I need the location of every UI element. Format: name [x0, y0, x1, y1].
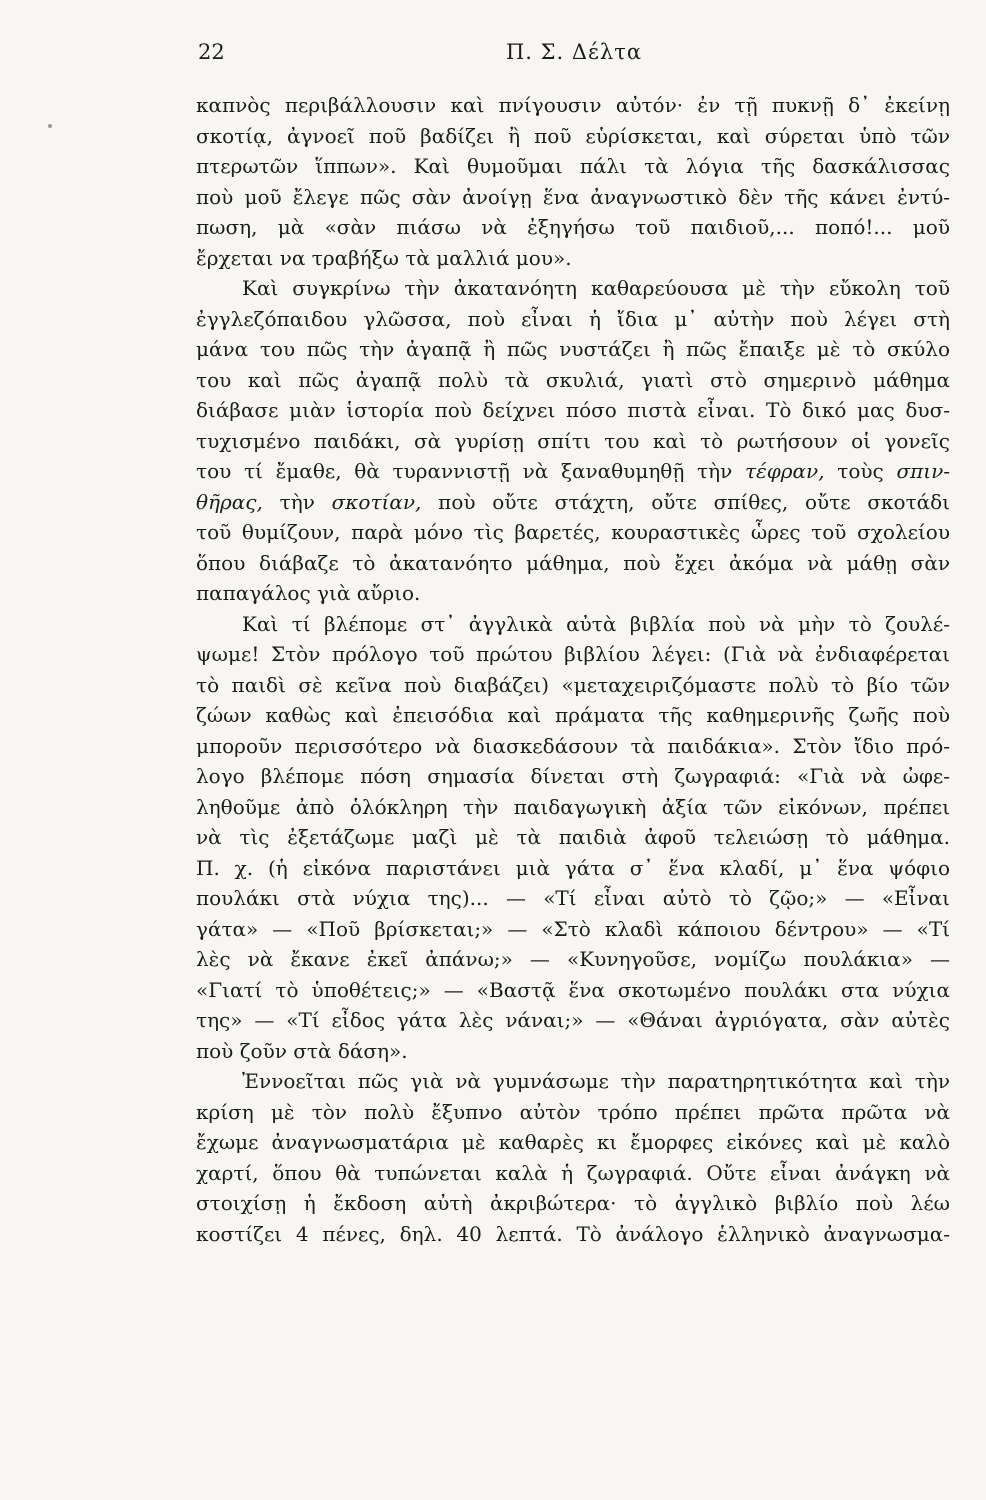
italic-word: θῆρας, [196, 489, 263, 514]
paper-speck [48, 124, 52, 128]
text-line: θῆρας, τὴν σκοτίαν, ποὺ οὔτε στάχτη, οὔτε σπίθες, οὔτε σκοτάδι [196, 489, 950, 514]
text-line: πωση, μὰ «σὰν πιάσω νὰ ἐξηγήσω τοῦ παιδιοῦ,... ποπό!... μοῦ [196, 215, 950, 239]
text-line: του τί ἔμαθε, θὰ τυραννιστῇ νὰ ξαναθυμηθῇ τὴν τέφραν, τοὺς σπιν- [196, 459, 950, 483]
text-line: κοστίζει 4 πένες, δηλ. 40 λεπτά. Τὸ ἀνάλογο ἑλληνικὸ ἀναγνωσμα- [196, 1221, 950, 1246]
page-number: 22 [198, 40, 225, 64]
running-title: Π. Σ. Δέλτα [505, 40, 642, 64]
text-line: γάτα» — «Ποῦ βρίσκεται;» — «Στὸ κλαδὶ κάποιου δέντρου» — «Τί [196, 916, 950, 941]
text-line: πουλάκι στὰ νύχια της)... — «Τί εἶναι αὐτὸ τὸ ζῷο;» — «Εἶναι [196, 886, 950, 910]
text-line: νὰ τὶς ἐξετάζωμε μαζὶ μὲ τὰ παιδιὰ ἀφοῦ τελειώσῃ τὸ μάθημα. [196, 825, 950, 849]
italic-word: σπιν- [896, 459, 950, 483]
text-line: Π. χ. (ἡ εἰκόνα παριστάνει μιὰ γάτα σ᾿ ἕνα κλαδί, μ᾿ ἕνα ψόφιο [196, 855, 950, 880]
text-line: διάβασε μιὰν ἱστορία ποὺ δείχνει πόσο πιστὰ εἶναι. Τὸ δικό μας δυσ- [196, 398, 950, 422]
text-line: παπαγάλος γιὰ αὔριο. [196, 581, 421, 605]
text-line: λὲς νὰ ἔκανε ἐκεῖ ἀπάνω;» — «Κυνηγοῦσε, νομίζω πουλάκια» — [196, 947, 950, 971]
text-line: του καὶ πῶς ἀγαπᾷ πολὺ τὰ σκυλιά, γιατὶ στὸ σημερινὸ μάθημα [196, 367, 950, 392]
text-line: σκοτίᾳ, ἀγνοεῖ ποῦ βαδίζει ἢ ποῦ εὑρίσκεται, καὶ σύρεται ὑπὸ τῶν [196, 123, 950, 148]
paragraph-start-line: Ἐννοεῖται πῶς γιὰ νὰ γυμνάσωμε τὴν παρατηρητικότητα καὶ τὴν [242, 1069, 950, 1093]
text-line: τὸ παιδὶ σὲ κεῖνα ποὺ διαβάζει) «μεταχειριζόμαστε πολὺ τὸ βίο τῶν [196, 672, 950, 697]
text-line: λογο βλέπομε πόση σημασία δίνεται στὴ ζωγραφιά: «Γιὰ νὰ ὠφε- [196, 764, 950, 788]
text-line: κρίση μὲ τὸν πολὺ ἔξυπνο αὐτὸν τρόπο πρέπει πρῶτα πρῶτα νὰ [196, 1099, 950, 1124]
text-line: χαρτί, ὅπου θὰ τυπώνεται καλὰ ἡ ζωγραφιά. Οὔτε εἶναι ἀνάγκη νὰ [196, 1160, 950, 1185]
paragraph-start-line: Καὶ τί βλέπομε στ᾿ ἀγγλικὰ αὐτὰ βιβλία ποὺ νὰ μὴν τὸ ζουλέ- [242, 611, 950, 636]
text-line: ἐγγλεζόπαιδου γλῶσσα, ποὺ εἶναι ἡ ἴδια μ᾿ αὐτὴν ποὺ λέγει στὴ [196, 306, 950, 331]
text-line: «Γιατί τὸ ὑποθέτεις;» — «Βαστᾷ ἕνα σκοτωμένο πουλάκι στα νύχια [196, 977, 950, 1002]
text-line: ὅπου διάβαζε τὸ ἀκατανόητο μάθημα, ποὺ ἔχει ἀκόμα νὰ μάθῃ σὰν [196, 550, 950, 575]
text-line: ἔχωμε ἀναγνωσματάρια μὲ καθαρὲς κι ἔμορφες εἰκόνες καὶ μὲ καλὸ [196, 1130, 950, 1154]
body-text [196, 90, 950, 1249]
running-head [198, 40, 950, 74]
paragraph-start-line: Καὶ συγκρίνω τὴν ἀκατανόητη καθαρεύουσα μὲ τὴν εὔκολη τοῦ [242, 276, 950, 300]
text-line: της» — «Τί εἶδος γάτα λὲς νάναι;» — «Θάναι ἀγριόγατα, σὰν αὐτὲς [196, 1008, 950, 1032]
text-line: ληθοῦμε ἀπὸ ὁλόκληρη τὴν παιδαγωγικὴ ἀξία τῶν εἰκόνων, πρέπει [196, 794, 950, 819]
text-line: στοιχίσῃ ἡ ἔκδοση αὐτὴ ἀκριβώτερα· τὸ ἀγγλικὸ βιβλίο ποὺ λέω [196, 1191, 950, 1215]
text-line: μποροῦν περισσότερο νὰ διασκεδάσουν τὰ παιδάκια». Στὸν ἴδιο πρό- [196, 733, 950, 758]
italic-word: τέφραν, [744, 459, 825, 483]
text-line: ποὺ ζοῦν στὰ δάση». [196, 1038, 408, 1063]
text-line: μάνα του πῶς τὴν ἀγαπᾷ ἢ πῶς νυστάζει ἢ πῶς ἔπαιξε μὲ τὸ σκύλο [196, 337, 950, 361]
text-line: καπνὸς περιβάλλουσιν καὶ πνίγουσιν αὐτόν· ἐν τῇ πυκνῇ δ᾿ ἐκείνῃ [196, 93, 950, 117]
text-line: τοῦ θυμίζουν, παρὰ μόνο τὶς βαρετές, κουραστικὲς ὧρες τοῦ σχολείου [196, 520, 950, 544]
text-line: ζώων καθὼς καὶ ἐπεισόδια καὶ πράματα τῆς καθημερινῆς ζωῆς ποὺ [196, 703, 950, 727]
italic-word: σκοτίαν, [331, 489, 422, 514]
text-line: ποὺ μοῦ ἔλεγε πῶς σὰν ἀνοίγῃ ἕνα ἀναγνωστικὸ δὲν τῆς κάνει ἐντύ- [196, 184, 950, 209]
text-line: ψωμε! Στὸν πρόλογο τοῦ πρώτου βιβλίου λέγει: (Γιὰ νὰ ἐνδιαφέρεται [196, 642, 950, 666]
text-line: πτερωτῶν ἵππων». Καὶ θυμοῦμαι πάλι τὰ λόγια τῆς δασκάλισσας [196, 154, 950, 178]
text-line: τυχισμένο παιδάκι, σὰ γυρίσῃ σπίτι του καὶ τὸ ρωτήσουν οἱ γονεῖς [196, 428, 950, 453]
text-line: ἔρχεται να τραβήξω τὰ μαλλιά μου». [196, 245, 572, 270]
